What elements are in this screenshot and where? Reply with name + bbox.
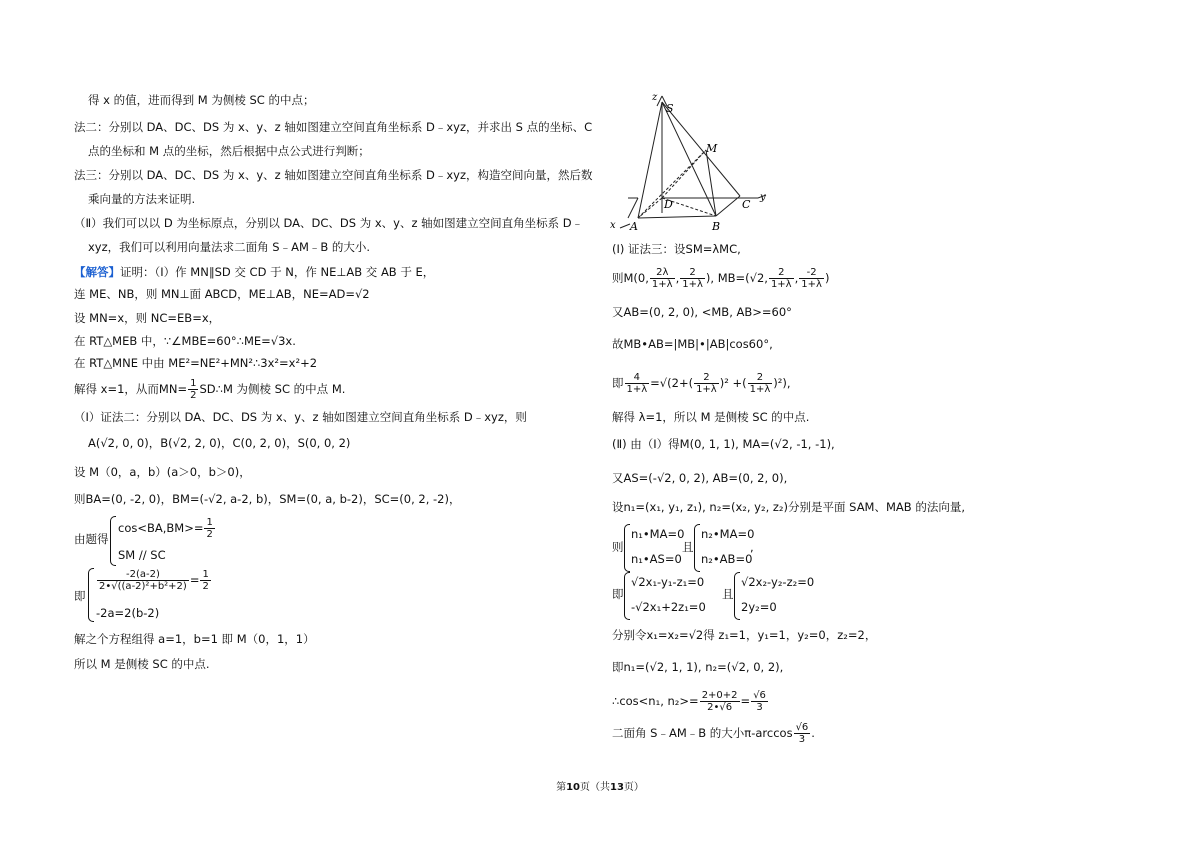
- text-span: MN=: [158, 382, 188, 396]
- equation: -√2x₁+2z₁=0: [631, 600, 706, 614]
- axis-label-x: x: [610, 220, 616, 231]
- text-line: ,: [750, 540, 754, 554]
- axis-label-y: y: [760, 192, 766, 203]
- brace: [694, 524, 700, 572]
- point-label-d: D: [664, 198, 673, 211]
- text-line: (Ⅰ) 证法三：设SM=λMC,: [612, 242, 741, 256]
- point-label-a: A: [630, 220, 638, 233]
- text-line: 得 x 的值，进而得到 M 为侧棱 SC 的中点；: [88, 93, 315, 107]
- text-line: 即n₁=(√2, 1, 1), n₂=(√2, 0, 2),: [612, 660, 784, 674]
- equation: $\frac{-2(a-2)}{\text{2•√((a-2)²+b²+2)}}$ = $\frac{1}{2}$: [99, 569, 209, 592]
- text-line: (Ⅱ) 由（Ⅰ）得M(0, 1, 1), MA=(√2, -1, -1),: [612, 437, 835, 451]
- text-line: 又AS=(-√2, 0, 2), AB=(0, 2, 0),: [612, 471, 788, 485]
- fraction: $\frac{1}{2}$: [190, 378, 197, 401]
- equation: -2a=2(b-2): [96, 606, 160, 620]
- equation: ∴cos<n₁, n₂>= $\frac{2+0+2}{2•√6}$ = $\frac{√6}{3}$: [612, 690, 766, 713]
- page-total: 13: [610, 782, 624, 793]
- page-number: 10: [566, 782, 580, 793]
- text-line: 在 RT△MNE 中由 ME²=NE²+MN²∴3x²=x²+2: [74, 356, 318, 370]
- text-line: 分别令x₁=x₂=√2得 z₁=1，y₁=1，y₂=0，z₂=2，: [612, 628, 877, 642]
- brace: [624, 524, 630, 572]
- equation: n₂•AB=0: [701, 552, 753, 566]
- text-line: 法三：分别以 DA、DC、DS 为 x、y、z 轴如图建立空间直角坐标系 D﹣xyz，构造空间向量，然后数: [74, 168, 593, 182]
- text-line: 设 M（0，a，b）(a＞0，b＞0)，: [74, 465, 251, 479]
- text-line: 所以 M 是侧棱 SC 的中点.: [74, 657, 210, 671]
- axis-label-z: z: [652, 92, 658, 103]
- text-line: [74, 378, 345, 401]
- text-line: [74, 265, 434, 280]
- text-line: （Ⅱ）我们可以以 D 为坐标原点，分别以 DA、DC、DS 为 x、y、z 轴如图建立空间直角坐标系 D﹣: [74, 216, 584, 230]
- text-line: 且: [682, 540, 694, 554]
- text-line: 且: [722, 587, 734, 601]
- text-line: 在 RT△MEB 中，∵∠MBE=60°∴ME=√3x.: [74, 334, 296, 348]
- equation: √2x₂-y₂-z₂=0: [741, 575, 815, 589]
- text-span: 证明：（Ⅰ）作 MN∥SD 交 CD 于 N，作 NE⊥AB 交 AB 于 E，: [120, 265, 435, 279]
- equation: n₂•MA=0: [701, 527, 755, 541]
- text-line: 设n₁=(x₁, y₁, z₁), n₂=(x₂, y₂, z₂)分别是平面 SAM、MAB 的法向量,: [612, 500, 965, 514]
- text-line: 解之个方程组得 a=1，b=1 即 M（0，1，1）: [74, 632, 315, 646]
- equation: 则M(0, $\frac{2\lambda}{1+\lambda}$ , $\frac{2}{1+\lambda}$ ), MB=(√2, $\frac{2}{1+\lambda}$ , $\frac{-2}{1+\lambda}$ ): [612, 267, 830, 290]
- jieda-tag: 【解答】: [74, 265, 120, 279]
- point-label-s: S: [666, 102, 674, 115]
- point-label-b: B: [712, 220, 721, 233]
- equation: n₁•MA=0: [631, 527, 685, 541]
- text-line: 点的坐标和 M 点的坐标，然后根据中点公式进行判断；: [88, 144, 370, 158]
- brace: [88, 568, 94, 622]
- equation: cos<BA,BM>= $\frac{1}{2}$: [118, 517, 213, 540]
- text-line: 则BA=(0, -2, 0)，BM=(-√2, a-2, b)，SM=(0, a, b-2)，SC=(0, 2, -2)，: [74, 492, 461, 506]
- text-line: 又AB=(0, 2, 0), <MB, AB>=60°: [612, 305, 792, 319]
- point-label-c: C: [742, 198, 751, 211]
- text-line: 解得 λ=1，所以 M 是侧棱 SC 的中点.: [612, 410, 810, 424]
- equation: n₁•AS=0: [631, 552, 682, 566]
- text-line: （Ⅰ）证法二：分别以 DA、DC、DS 为 x、y、z 轴如图建立空间直角坐标系 D﹣xyz，则: [74, 410, 527, 424]
- page-footer: 第10页（共13页）: [556, 782, 644, 793]
- brace: [110, 516, 116, 566]
- text-line: 乘向量的方法来证明.: [88, 192, 196, 206]
- equation: 即 $\frac{4}{1+\lambda}$ =√(2+( $\frac{2}{1+\lambda}$ )² +( $\frac{2}{1+\lambda}$ )²),: [612, 372, 791, 395]
- equation: 2y₂=0: [741, 600, 777, 614]
- point-label-m: M: [706, 142, 718, 155]
- text-line: 由题得: [74, 532, 109, 546]
- pyramid-figure: [608, 88, 788, 233]
- text-line: 连 ME、NB，则 MN⊥面 ABCD，ME⊥AB，NE=AD=√2: [74, 287, 370, 301]
- brace: [624, 572, 630, 620]
- brace: [734, 572, 740, 620]
- text-span: 解得 x=1，从而: [74, 382, 159, 396]
- equation: SM // SC: [118, 548, 166, 562]
- text-line: A(√2, 0, 0)，B(√2, 2, 0)，C(0, 2, 0)，S(0, 0, 2): [88, 436, 351, 450]
- text-line: 则: [612, 540, 624, 554]
- text-line: 即: [74, 589, 86, 603]
- equation: √2x₁-y₁-z₁=0: [631, 575, 705, 589]
- text-line: 设 MN=x，则 NC=EB=x，: [74, 311, 221, 325]
- text-line: xyz，我们可以利用向量法求二面角 S﹣AM﹣B 的大小.: [88, 240, 371, 254]
- text-line: 即: [612, 587, 624, 601]
- text-line: 法二：分别以 DA、DC、DS 为 x、y、z 轴如图建立空间直角坐标系 D﹣xyz，并求出 S 点的坐标、C: [74, 120, 593, 134]
- equation: 二面角 S﹣AM﹣B 的大小π-arccos $\frac{√6}{3}$ .: [612, 722, 815, 745]
- text-span: SD∴M 为侧棱 SC 的中点 M.: [199, 382, 346, 396]
- text-line: 故MB•AB=|MB|•|AB|cos60°,: [612, 337, 773, 351]
